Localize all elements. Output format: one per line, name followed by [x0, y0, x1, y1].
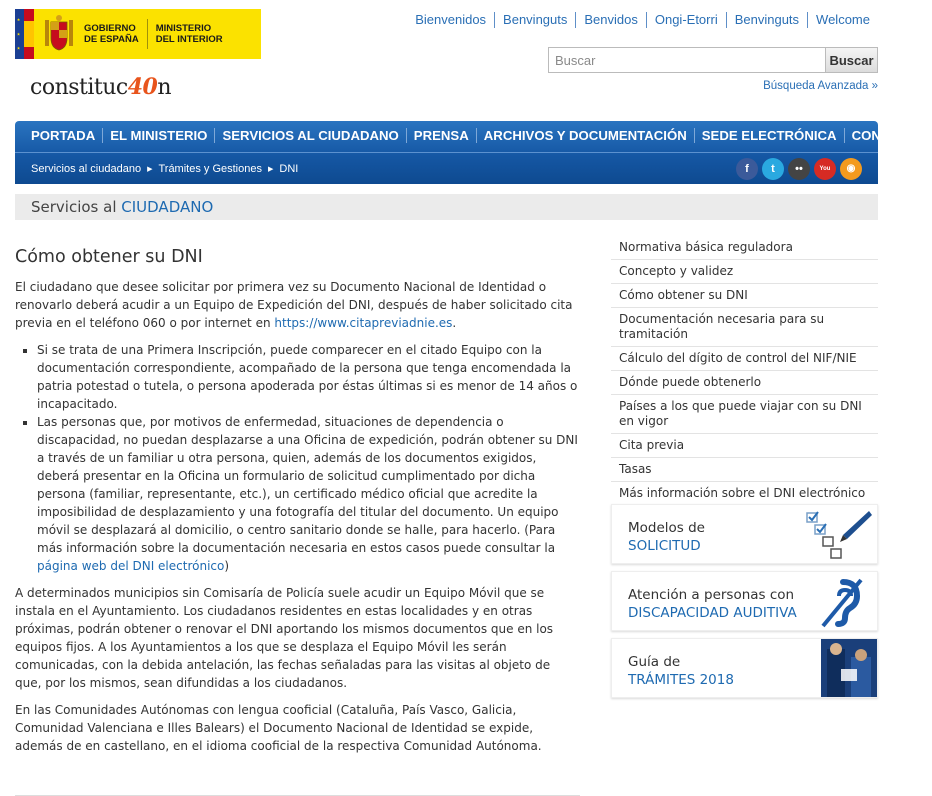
sidebar-item-normativa[interactable]: Normativa básica reguladora — [611, 236, 878, 260]
intro-end: . — [452, 316, 457, 330]
lang-catala[interactable]: Benvinguts — [494, 12, 575, 28]
banner-line-1: Guía de — [628, 654, 681, 670]
sidebar-item-donde-obtenerlo[interactable]: Dónde puede obtenerlo — [611, 371, 878, 395]
sidebar-item-concepto[interactable]: Concepto y validez — [611, 260, 878, 284]
sidebar-item-como-obtener[interactable]: Cómo obtener su DNI — [611, 284, 878, 308]
section-title-highlight: CIUDADANO — [121, 198, 214, 216]
sidebar-item-cita-previa[interactable]: Cita previa — [611, 434, 878, 458]
lang-castellano[interactable]: Bienvenidos — [415, 12, 487, 27]
main-content — [15, 248, 580, 796]
breadcrumb — [15, 163, 298, 175]
main-navigation — [15, 121, 926, 184]
facebook-icon[interactable]: f — [736, 158, 758, 180]
requirements-list — [37, 341, 580, 575]
sidebar-item-tasas[interactable]: Tasas — [611, 458, 878, 482]
spain-eu-flag-icon — [15, 9, 34, 59]
youtube-icon[interactable]: You — [814, 158, 836, 180]
list-item — [37, 413, 580, 575]
sidebar-item-calculo-digito[interactable]: Cálculo del dígito de control del NIF/NIE — [611, 347, 878, 371]
social-links — [736, 158, 862, 180]
intro-text: El ciudadano que desee solicitar por primera vez su Documento Nacional de Identidad o renovarlo deberá acudir a un Equipo de Expedición del DNI, después de haber solicitado cita previa en el teléfono 060 o por internet en — [15, 280, 573, 330]
lengua-cooficial-paragraph: En las Comunidades Autónomas con lengua cooficial (Cataluña, País Vasco, Galicia, Comunidad Valenciana e Illes Balears) el Documento Nacional de Identidad se expide, además de en castellano, en el idioma cooficial de la respectiva Comunidad Autónoma. — [15, 703, 542, 753]
logo-divider — [147, 19, 148, 49]
banner-line-2: DISCAPACIDAD AUDITIVA — [628, 605, 797, 621]
bullet-2-text: Las personas que, por motivos de enfermedad, situaciones de dependencia o discapacidad, no puedan desplazarse a una Oficina de expedición, podrán obtener su DNI a través de un familiar u otra persona, quien, además de los documentos exigidos, deberá presentar en la Oficina un formulario de solicitud cumplimentado por dicha persona (familiar, representante, etc.), un certificado médico oficial que acredite la imposibilidad de desplazamiento y una fotografía del titular del documento. Un equipo móvil se desplazará al domicilio, o centro sanitario donde se halle, para hacerlo. (Para más información sobre la documentación necesaria en estos casos puede consultar la — [37, 415, 578, 555]
breadcrumb-dni: DNI — [279, 162, 299, 175]
nav-portada[interactable]: PORTADA — [31, 128, 96, 143]
chevron-right-icon: ▶ — [267, 165, 274, 173]
banner-line-1: Atención a personas con — [628, 587, 795, 603]
nav-el-ministerio[interactable]: EL MINISTERIO — [102, 128, 214, 143]
breadcrumb-bar — [15, 152, 878, 184]
lang-english[interactable]: Welcome — [807, 12, 878, 28]
section-title — [15, 194, 878, 220]
sidebar-item-documentacion[interactable]: Documentación necesaria para su tramitación — [611, 308, 878, 347]
banner-discapacidad-auditiva[interactable] — [611, 571, 878, 631]
ministerio-text: MINISTERIO DEL INTERIOR — [155, 23, 223, 45]
intro-paragraph — [15, 278, 580, 332]
nav-servicios[interactable]: SERVICIOS AL CIUDADANO — [214, 128, 405, 143]
nav-archivos[interactable]: ARCHIVOS Y DOCUMENTACIÓN — [476, 128, 694, 143]
coat-of-arms-icon — [42, 14, 76, 54]
rss-icon[interactable]: ◉ — [840, 158, 862, 180]
constitucion-40-logo[interactable] — [30, 74, 171, 100]
banner-modelos-solicitud[interactable] — [611, 504, 878, 564]
gobierno-text: GOBIERNO DE ESPAÑA — [84, 23, 139, 45]
checklist-pen-icon — [793, 507, 873, 563]
cita-previa-link[interactable]: https://www.citapreviadnie.es — [274, 316, 453, 330]
breadcrumb-servicios[interactable]: Servicios al ciudadano — [31, 162, 142, 175]
language-selector — [407, 12, 878, 28]
list-item — [37, 341, 580, 413]
lang-euskara[interactable]: Ongi-Etorri — [646, 12, 726, 28]
search-input[interactable] — [548, 47, 825, 73]
lang-galego[interactable]: Benvidos — [575, 12, 645, 28]
people-photo-icon — [821, 639, 877, 697]
banner-line-1: Modelos de — [628, 520, 705, 536]
hearing-assistance-icon — [813, 574, 873, 630]
brand-prefix: constituc — [30, 75, 128, 100]
brand-number: 40 — [127, 74, 158, 100]
brand-suffix: n — [157, 75, 172, 100]
nav-prensa[interactable]: PRENSA — [406, 128, 476, 143]
equipo-movil-paragraph: A determinados municipios sin Comisaría de Policía suele acudir un Equipo Móvil que se instala en el Ayuntamiento. Los ciudadanos residentes en estas localidades y en otras próximas, podrán obtener o renovar el DNI aportando los mismos documentos que en los equipos fijos. A los Ayuntamientos a los que se desplaza el Equipo Móvil les serán comunicadas, con la debida antelación, las fechas señaladas para las visitas al objeto de que, por los mismos, sean difundidas a los ciudadanos. — [15, 586, 554, 690]
flickr-icon[interactable]: •• — [788, 158, 810, 180]
banner-guia-tramites[interactable] — [611, 638, 878, 698]
sidebar-item-paises[interactable]: Países a los que puede viajar con su DNI en vigor — [611, 395, 878, 434]
chevron-right-icon: ▶ — [147, 165, 153, 173]
nav-sede-electronica[interactable]: SEDE ELECTRÓNICA — [694, 128, 844, 143]
breadcrumb-tramites[interactable]: Trámites y Gestiones — [158, 162, 262, 175]
sidebar-item-dni-electronico[interactable]: Más información sobre el DNI electrónico — [611, 482, 878, 506]
section-title-prefix: Servicios al — [31, 198, 122, 216]
search-box — [548, 47, 878, 73]
banner-line-2: TRÁMITES 2018 — [628, 672, 734, 688]
sidebar-menu — [611, 236, 878, 506]
search-button[interactable]: Buscar — [825, 47, 878, 73]
nav-contacto[interactable]: CONTACTO — [844, 128, 932, 143]
gobierno-logo[interactable] — [15, 9, 261, 59]
twitter-icon[interactable]: t — [762, 158, 784, 180]
advanced-search-link[interactable]: Búsqueda Avanzada » — [763, 80, 878, 92]
lang-valencia[interactable]: Benvinguts — [726, 12, 807, 28]
bullet-2-end: ) — [224, 559, 230, 573]
banner-line-2: SOLICITUD — [628, 538, 701, 554]
page-title: Cómo obtener su DNI — [15, 247, 203, 267]
dni-electronico-link[interactable]: página web del DNI electrónico — [37, 559, 225, 573]
nav-menu — [15, 121, 926, 150]
bullet-1-text: Si se trata de una Primera Inscripción, puede comparecer en el citado Equipo con la documentación correspondiente, acompañado de la persona que tenga encomendada la patria potestad o tutela, o persona apoderada por éstas últimas si es menor de 14 años o incapacitado. — [37, 343, 578, 411]
